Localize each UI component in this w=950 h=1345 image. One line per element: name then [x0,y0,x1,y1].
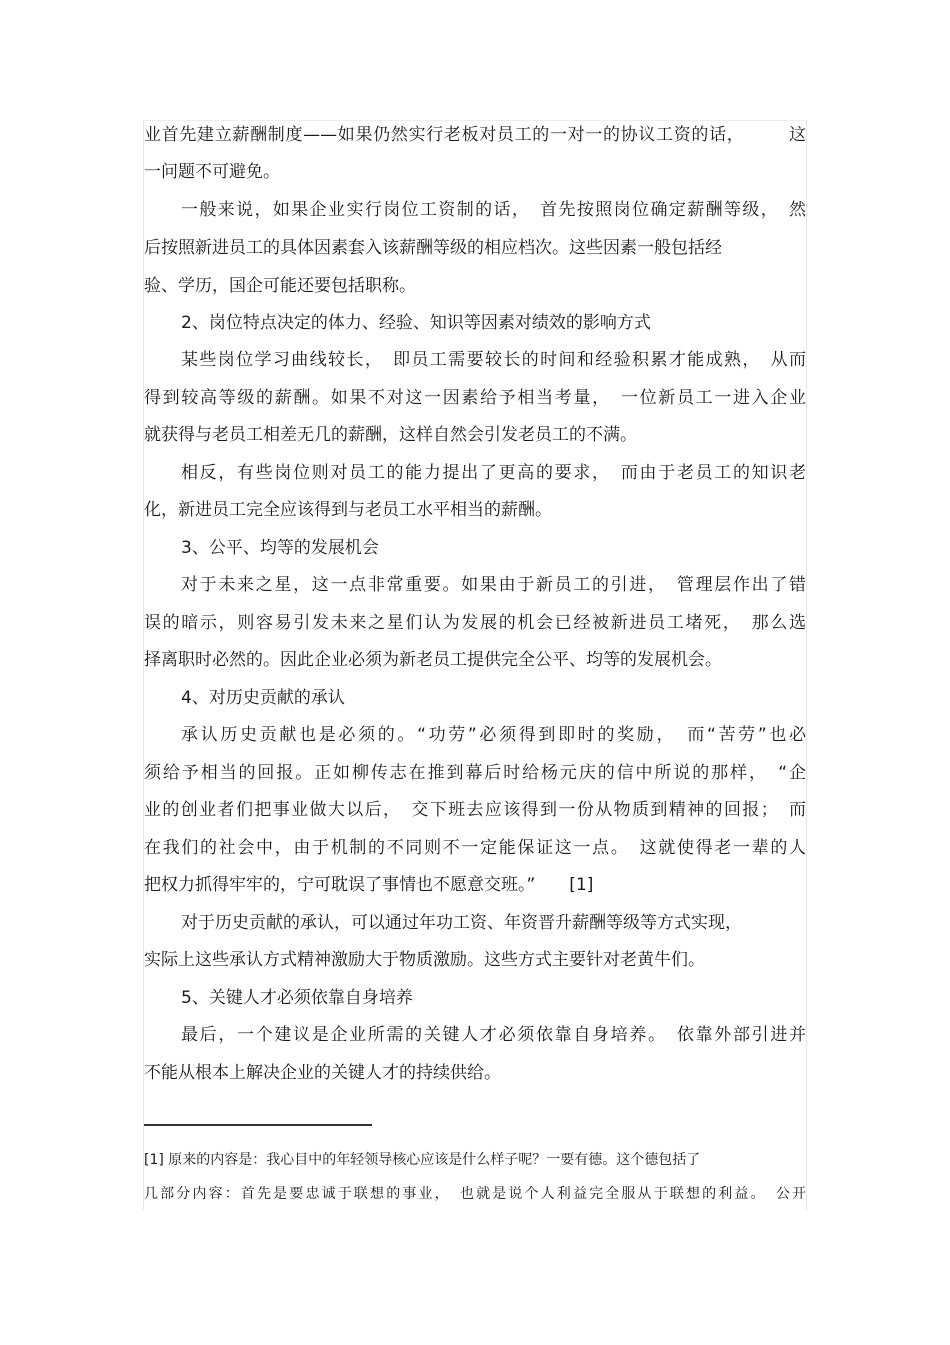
body-line: 相反，有些岗位则对员工的能力提出了更高的要求， 而由于老员工的知识老 [181,463,806,483]
footnote-line: 几部分内容：首先是要忠诚于联想的事业， 也就是说个人利益完全服从于联想的利益。 公开 [144,1186,806,1202]
body-line: 择离职时必然的。因此企业必须为新老员工提供完全公平、均等的发展机会。 [144,650,722,670]
body-line: 误的暗示，则容易引发未来之星们认为发展的机会已经被新进员工堵死， 那么选 [144,613,806,633]
body-line: 不能从根本上解决企业的关键人才的持续供给。 [144,1063,501,1083]
body-line: 5、关键人才必须依靠自身培养 [181,988,413,1008]
body-line: 验、学历，国企可能还要包括职称。 [144,276,416,296]
page-border-right [806,120,807,1210]
body-line: 把权力抓得牢牢的，宁可耽误了事情也不愿意交班。” [1] [144,875,594,895]
footnote-line: [1] 原来的内容是：我心目中的年轻领导核心应该是什么样子呢？一要有德。这个德包括了 [144,1152,701,1168]
body-line: 某些岗位学习曲线较长， 即员工需要较长的时间和经验积累才能成熟， 从而 [181,350,806,370]
body-line: 对于历史贡献的承认，可以通过年功工资、年资晋升薪酬等级等方式实现， [181,913,742,933]
body-line: 实际上这些承认方式精神激励大于物质激励。这些方式主要针对老黄牛们。 [144,950,705,970]
body-line: 后按照新进员工的具体因素套入该薪酬等级的相应档次。这些因素一般包括经 [144,238,722,258]
body-line: 化，新进员工完全应该得到与老员工水平相当的薪酬。 [144,500,552,520]
body-line: 一问题不可避免。 [144,162,280,182]
body-line: 业首先建立薪酬制度——如果仍然实行老板对员工的一对一的协议工资的话， 这 [144,125,806,145]
body-line: 对于未来之星，这一点非常重要。如果由于新员工的引进， 管理层作出了错 [181,575,806,595]
body-line: 2、岗位特点决定的体力、经验、知识等因素对绩效的影响方式 [181,313,651,333]
body-line: 3、公平、均等的发展机会 [181,538,379,558]
body-line: 就获得与老员工相差无几的薪酬，这样自然会引发老员工的不满。 [144,425,637,445]
footnote-separator [144,1124,372,1126]
page-border-top [143,120,807,121]
body-line: 一般来说，如果企业实行岗位工资制的话， 首先按照岗位确定薪酬等级， 然 [181,200,806,220]
body-line: 承认历史贡献也是必须的。“功劳”必须得到即时的奖励， 而“苦劳”也必 [181,725,806,745]
body-line: 4、对历史贡献的承认 [181,688,345,708]
body-line: 业的创业者们把事业做大以后， 交下班去应该得到一份从物质到精神的回报； 而 [144,800,806,820]
body-line: 最后，一个建议是企业所需的关键人才必须依靠自身培养。 依靠外部引进并 [181,1025,806,1045]
body-line: 得到较高等级的薪酬。如果不对这一因素给予相当考量， 一位新员工一进入企业 [144,388,806,408]
body-line: 须给予相当的回报。正如柳传志在推到幕后时给杨元庆的信中所说的那样， “企 [144,763,806,783]
body-line: 在我们的社会中，由于机制的不同则不一定能保证这一点。 这就使得老一辈的人 [144,838,806,858]
